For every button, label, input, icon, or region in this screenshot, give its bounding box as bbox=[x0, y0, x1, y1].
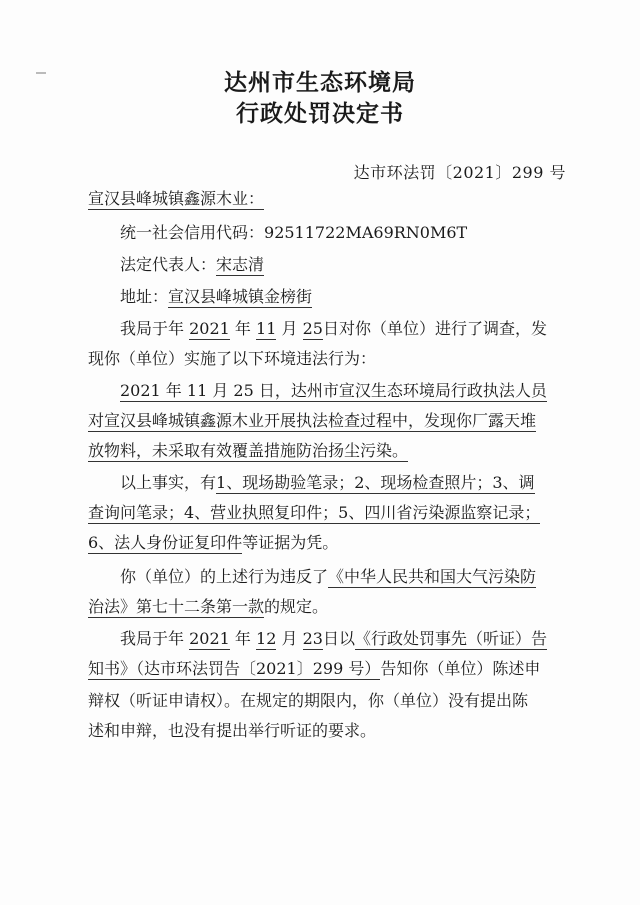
address-value: 宣汉县峰城镇金榜街 bbox=[168, 287, 313, 306]
evidence-line-2 bbox=[88, 502, 540, 524]
investigation-month: 11 bbox=[256, 319, 277, 338]
notice-text: 日以 bbox=[322, 629, 355, 648]
credit-code-value: 92511722MA69RN0M6T bbox=[264, 223, 468, 242]
document-number: 达市环法罚〔2021〕299 号 bbox=[353, 163, 566, 182]
notice-text: 年 bbox=[234, 629, 251, 648]
notice-year: 2021 bbox=[189, 629, 230, 648]
investigation-text: 我局于年 bbox=[120, 319, 185, 338]
evidence-line-1 bbox=[120, 472, 535, 494]
agency-title: 达州市生态环境局 bbox=[224, 69, 416, 96]
notice-day: 23 bbox=[302, 629, 323, 648]
facts-line-3 bbox=[88, 440, 408, 462]
evidence-text: 等证据为凭。 bbox=[242, 533, 339, 552]
violation-line-1 bbox=[120, 566, 536, 588]
investigation-line-1 bbox=[120, 318, 564, 340]
notice-text: 告知你（单位）陈述申 bbox=[380, 659, 541, 678]
investigation-text: 日对你（单位）进行了调查，发 bbox=[322, 319, 547, 338]
facts-text: 2021 年 11 月 25 日，达州市宣汉生态环境局行政执法人员 bbox=[120, 381, 547, 400]
evidence-text: 以上事实，有 bbox=[120, 473, 217, 492]
document-type-title: 行政处罚决定书 bbox=[236, 100, 404, 127]
address-label: 地址： bbox=[120, 287, 169, 306]
legal-rep-label: 法定代表人： bbox=[120, 255, 217, 274]
investigation-line-2: 现你（单位）实施了以下环境违法行为： bbox=[88, 349, 377, 368]
legal-rep-value: 宋志清 bbox=[216, 255, 265, 274]
notice-text: 月 bbox=[281, 629, 298, 648]
notice-line-3: 辩权（听证申请权）。在规定的期限内，你（单位）没有提出陈 bbox=[88, 691, 529, 710]
legal-rep-line bbox=[120, 254, 264, 276]
violated-law: 治法》第七十二条第一款 bbox=[88, 597, 265, 616]
recipient-line bbox=[88, 188, 264, 210]
credit-code-line bbox=[120, 222, 467, 244]
notice-line-1 bbox=[120, 628, 547, 650]
investigation-text: 年 bbox=[234, 319, 251, 338]
notice-text: 我局于年 bbox=[120, 629, 185, 648]
facts-text: 对宣汉县峰城镇鑫源木业开展执法检查过程中，发现你厂露天堆 bbox=[88, 411, 537, 430]
notice-month: 12 bbox=[256, 629, 277, 648]
evidence-line-3 bbox=[88, 532, 338, 554]
violation-line-2 bbox=[88, 596, 328, 618]
violated-law: 《中华人民共和国大气污染防 bbox=[328, 567, 537, 586]
investigation-day: 25 bbox=[302, 319, 323, 338]
investigation-year: 2021 bbox=[189, 319, 230, 338]
notice-document: 《行政处罚事先（听证）告 bbox=[354, 629, 547, 648]
recipient-name: 宣汉县峰城镇鑫源木业： bbox=[88, 189, 265, 208]
violation-text: 你（单位）的上述行为违反了 bbox=[120, 567, 329, 586]
violation-text: 的规定。 bbox=[264, 597, 329, 616]
address-line bbox=[120, 286, 312, 308]
facts-line-2 bbox=[88, 410, 536, 432]
credit-code-label: 统一社会信用代码： bbox=[120, 223, 265, 242]
evidence-list: 1、现场勘验笔录；2、现场检查照片；3、调 bbox=[216, 473, 535, 492]
facts-text: 放物料，未采取有效覆盖措施防治扬尘污染。 bbox=[88, 441, 409, 460]
notice-document: 知书》（达市环法罚告〔2021〕299 号） bbox=[88, 659, 381, 678]
notice-line-2 bbox=[88, 658, 540, 680]
notice-line-4: 述和申辩，也没有提出举行听证的要求。 bbox=[88, 721, 377, 740]
evidence-list: 6、法人身份证复印件 bbox=[88, 533, 243, 552]
facts-line-1 bbox=[120, 380, 547, 402]
investigation-text: 月 bbox=[281, 319, 298, 338]
evidence-list: 查询问笔录；4、营业执照复印件；5、四川省污染源监察记录； bbox=[88, 503, 541, 522]
